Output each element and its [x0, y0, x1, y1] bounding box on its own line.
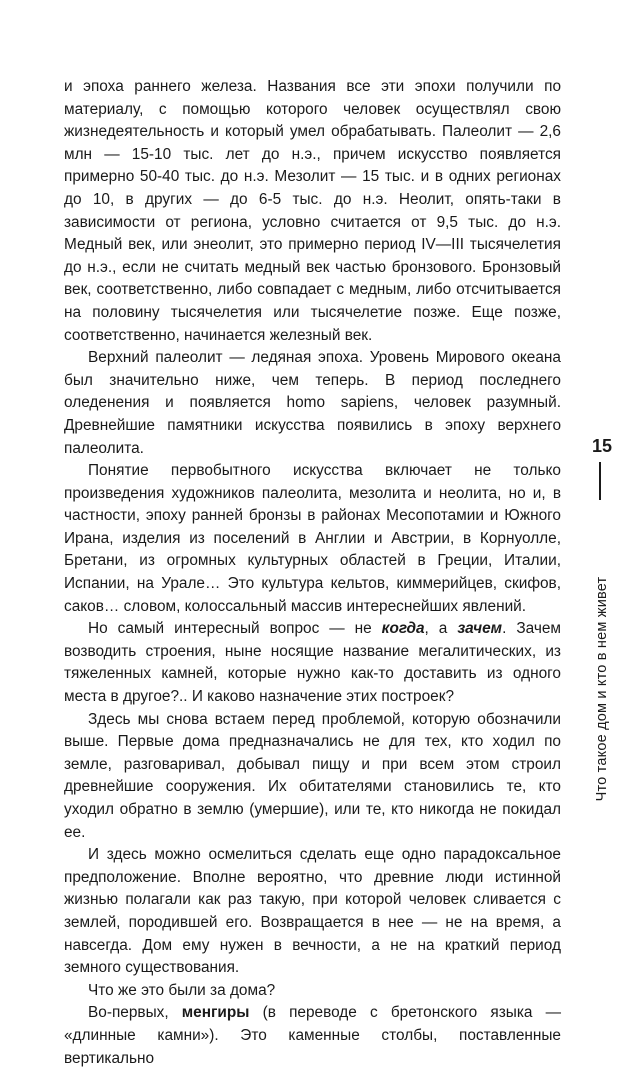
page-number: 15	[591, 436, 613, 456]
paragraph-7: Что же это были за дома?	[88, 981, 276, 999]
paragraph-4-start: Но самый интересный вопрос — не	[88, 620, 382, 638]
paragraph-8-end: (в переводе с бретонского языка — «длинные камни»). Это каменные столбы, поставленные вертикально	[64, 1004, 562, 1067]
running-head: Что такое дом и кто в нем живет	[594, 576, 610, 802]
paragraph-1: и эпоха раннего железа. Названия все эти эпохи получили по материалу, с помощью которого человек осуществлял свою жизнедеятельность и который умел обрабатывать. Палеолит — 2,6 млн — 15-10 тыс. лет до н.э., причем искусство появляется примерно 50-40 тыс. до н.э. Мезолит — 15 тыс. и в одних регионах до 10, в других — до 6-5 тыс. до н.э. Неолит, опять-таки в зависимости от региона, условно считается от 9,5 тыс. до н.э. Медный век, или энеолит, это примерно период IV—III тысячелетия до н.э., если не считать медный век частью бронзового. Бронзовый век, соответственно, либо совпадает с медным, либо отсчитывается на половину тысячелетия или тысячелетие позже. Еще позже, соответственно, начинается железный век.	[64, 78, 561, 344]
paragraph-2: Верхний палеолит — ледяная эпоха. Уровень Мирового океана был значительно ниже, чем теперь. В период последнего оледенения и появляется homo sapiens, человек разумный. Древнейшие памятники искусства появились в эпоху верхнего палеолита.	[64, 349, 561, 457]
paragraph-4	[64, 618, 561, 708]
page-number-rule	[599, 462, 601, 500]
emphasis-why: зачем	[457, 620, 503, 638]
paragraph-3: Понятие первобытного искусства включает не только произведения художников палеолита, мезолита и неолита, но и, в частности, эпоху ранней бронзы в районах Месопотамии и Южного Ирана, изделия из поселений в Англии и Австрии, в Корнуолле, Бретани, из огромных культурных областей в Греции, Италии, Испании, на Урале… Это культура кельтов, киммерийцев, скифов, саков… словом, колоссальный массив интереснейших явлений.	[64, 462, 561, 615]
paragraph-5: Здесь мы снова встаем перед проблемой, которую обозначили выше. Первые дома предназначались не для тех, кто ходил по земле, разговаривал, добывал пищу и при всем этом строил древнейшие сооружения. Их обитателями становились те, кто уходил обратно в землю (умершие), или те, кто никогда не покидал ее.	[64, 710, 561, 841]
emphasis-when: когда	[381, 620, 425, 638]
paragraph-6: И здесь можно осмелиться сделать еще одно парадоксальное предположение. Вполне вероятно, что древние люди истинной жизнью полагали как раз такую, при которой человек сливается с землей, породившей его. Возвращается в нее — не на время, а навсегда. Дом ему нужен в вечности, а не на краткий период земного существования.	[64, 846, 561, 977]
paragraph-8	[64, 1002, 561, 1070]
body-text	[64, 76, 561, 1070]
paragraph-8-start: Во-первых,	[88, 1004, 182, 1022]
term-menhirs: менгиры	[181, 1004, 250, 1022]
paragraph-4-end: . Зачем возводить строения, ныне носящие название мегалитических, из тяжеленных камней, которые нужно как-то доставить из одного места в другое?.. И каково назначение этих построек?	[64, 620, 561, 706]
paragraph-4-mid: , а	[424, 620, 458, 638]
